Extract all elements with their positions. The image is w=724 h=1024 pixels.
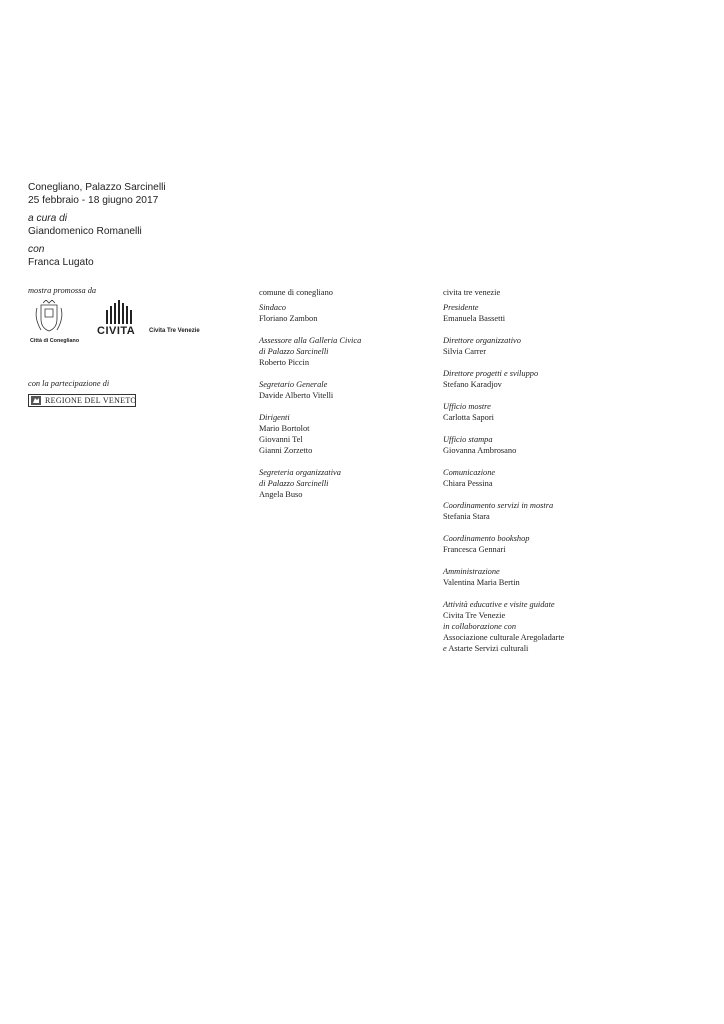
lion-icon [30,395,42,406]
person-name: Floriano Zambon [259,314,318,323]
conegliano-logo-label: Città di Conegliano [30,338,80,344]
promoter-logos [28,300,228,350]
exhibition-header [28,181,288,269]
tail-name: Astarte Servizi culturali [446,644,529,653]
credit-group [443,302,703,324]
civita-credits [443,287,703,665]
credit-group [443,500,703,522]
person-name: Silvia Carrer [443,347,487,356]
person-name: Emanuela Bassetti [443,314,506,323]
person-name: Carlotta Sapori [443,413,494,422]
person-name: Angela Buso [259,490,303,499]
promoters-block [28,285,238,296]
person-name: Chiara Pessina [443,479,493,488]
conegliano-logo [28,300,86,346]
person-name: Stefania Stara [443,512,490,521]
person-name: Giovanni Tel [259,435,303,444]
credit-group [259,379,429,401]
role-label: Assessore alla Galleria Civica [259,336,362,345]
role-label-cont: di Palazzo Sarcinelli [259,347,329,356]
role-label: Sindaco [259,303,286,312]
comune-credits [259,287,429,511]
role-label: Direttore progetti e sviluppo [443,369,539,378]
civita-logo-label: CIVITA [97,325,136,337]
credit-group [259,302,429,324]
credit-group [443,335,703,357]
credit-group [443,467,703,489]
role-label: Presidente [443,303,479,312]
credit-group [259,467,429,500]
role-label: Coordinamento servizi in mostra [443,501,554,510]
person-name: Gianni Zorzetto [259,446,313,455]
credit-group [443,401,703,423]
venue: Conegliano, Palazzo Sarcinelli [28,182,166,193]
participation-label: con la partecipazione di [28,379,110,388]
person-name: Stefano Karadjov [443,380,502,389]
credit-group [443,566,703,588]
role-label: Attività educative e visite guidate [443,600,555,609]
exhibition-dates: 25 febbraio - 18 giugno 2017 [28,195,159,206]
person-name: Mario Bortolot [259,424,310,433]
civita-tre-venezie-logo: Civita Tre Venezie [149,328,200,334]
regione-veneto-label: REGIONE DEL VENETO [45,396,137,405]
person-name: Roberto Piccin [259,358,310,367]
person-name: Valentina Maria Bertin [443,578,520,587]
credit-group [259,335,429,368]
role-label: Comunicazione [443,468,496,477]
collaboration-tail [443,643,703,654]
regione-veneto-logo [28,394,138,408]
role-label-cont: di Palazzo Sarcinelli [259,479,329,488]
role-label: Amministrazione [443,567,500,576]
with-label: con [28,244,45,255]
credit-group [443,434,703,456]
curator-label: a cura di [28,213,68,224]
promoters-label: mostra promossa da [28,286,97,295]
role-label: Direttore organizzativo [443,336,521,345]
role-label: Ufficio stampa [443,435,493,444]
role-label: Segretario Generale [259,380,328,389]
person-name: Davide Alberto Vitelli [259,391,334,400]
credit-group [443,368,703,390]
credit-group [259,412,429,456]
curator-name: Giandomenico Romanelli [28,226,142,237]
comune-heading: comune di conegliano [259,288,333,297]
collaboration-label: in collaborazione con [443,622,517,631]
credit-group [443,599,703,654]
civita-skyline-icon [102,300,138,326]
civita-logo [96,300,144,340]
person-name: Giovanna Ambrosano [443,446,517,455]
role-label: Ufficio mostre [443,402,491,411]
tail-conjunction: e [443,644,447,653]
with-name: Franca Lugato [28,257,94,268]
role-label: Coordinamento bookshop [443,534,530,543]
participation-block [28,378,109,389]
person-name: Civita Tre Venezie [443,611,506,620]
person-name: Francesca Gennari [443,545,506,554]
role-label: Segreteria organizzativa [259,468,341,477]
role-label: Dirigenti [259,413,290,422]
coat-of-arms-icon [28,300,86,336]
credit-group [443,533,703,555]
person-name: Associazione culturale Aregoladarte [443,633,565,642]
civita-heading: civita tre venezie [443,288,501,297]
